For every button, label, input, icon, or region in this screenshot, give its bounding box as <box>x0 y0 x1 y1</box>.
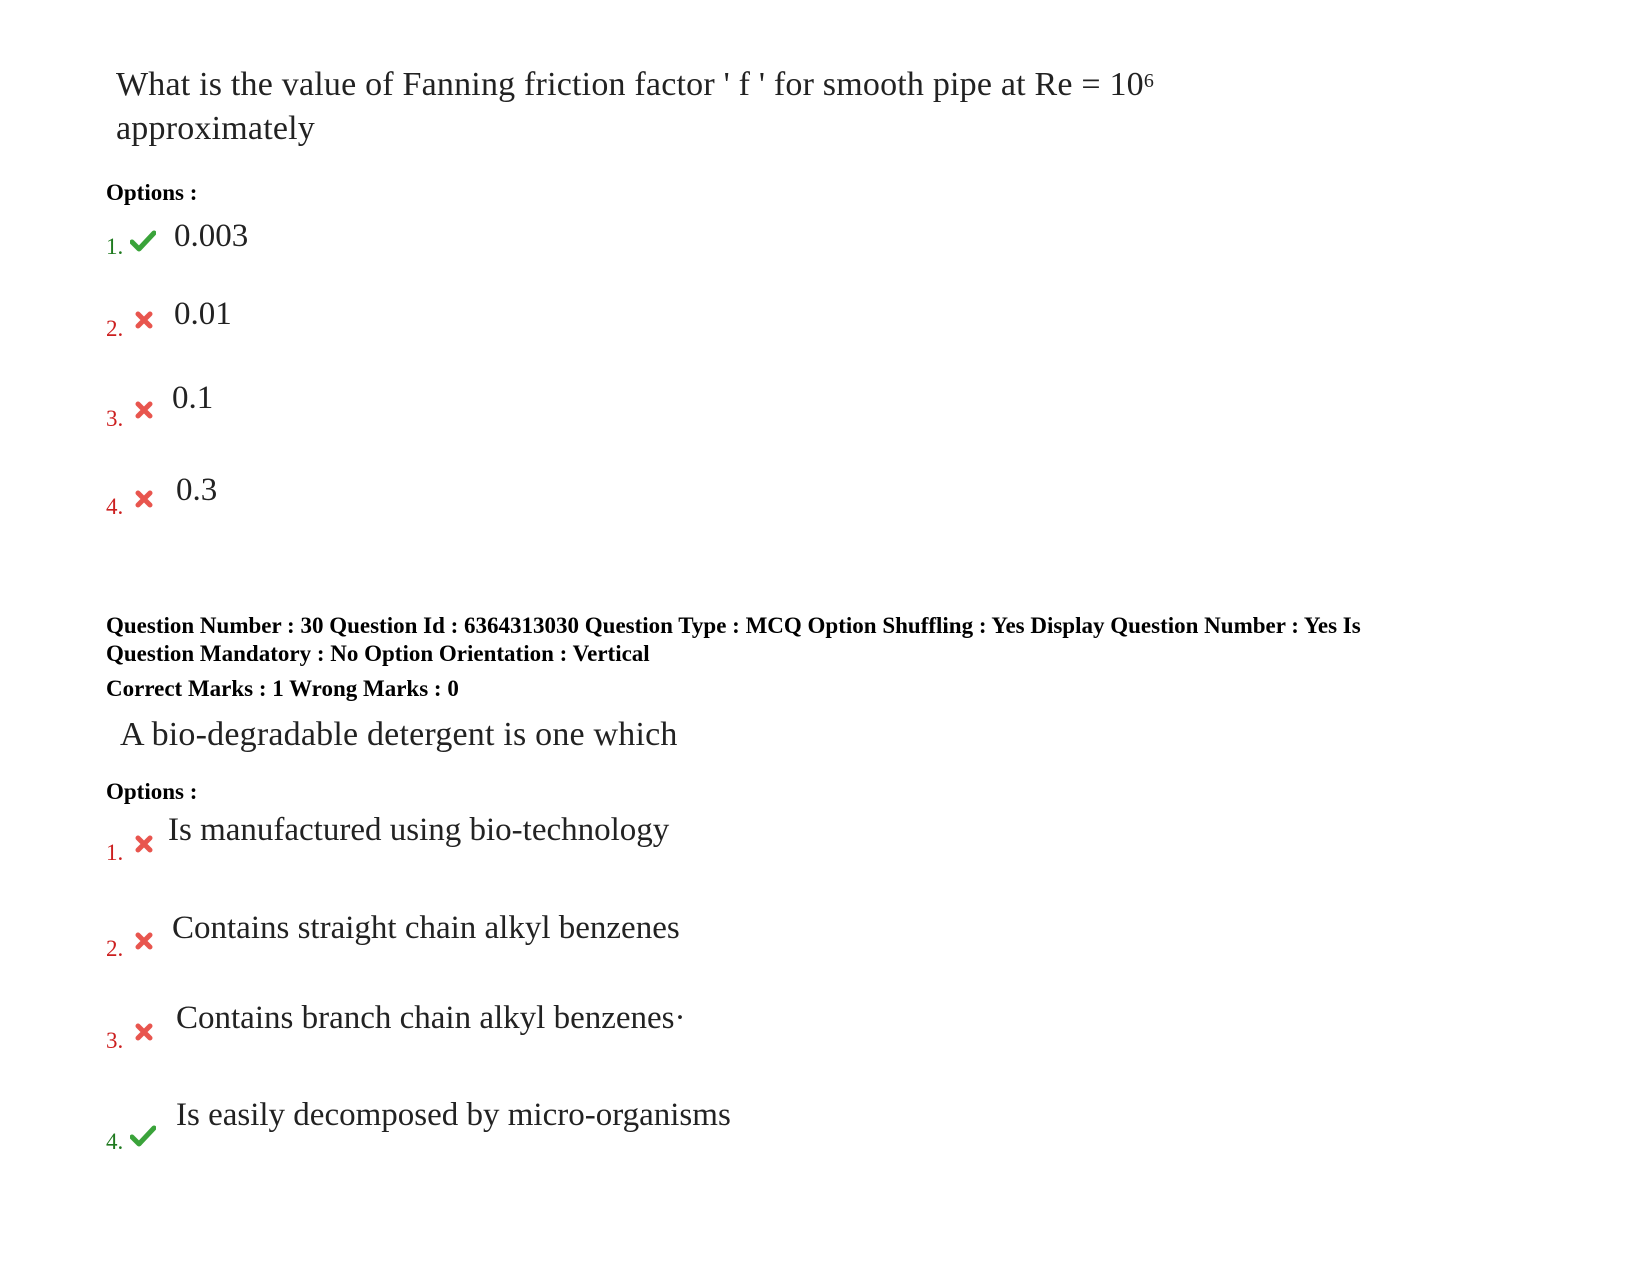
q1-option-3-text: 0.1 <box>172 380 214 416</box>
question-2-text: A bio-degradable detergent is one which <box>120 716 678 753</box>
question-1-exponent: 6 <box>1143 70 1155 92</box>
q1-option-1-text: 0.003 <box>174 218 249 254</box>
q2-option-1-text: Is manufactured using bio-technology <box>168 812 670 848</box>
question-1-line2: approximately <box>116 110 315 147</box>
q1-option-3-number: 3. <box>106 406 124 431</box>
question-2-marks: Correct Marks : 1 Wrong Marks : 0 <box>106 676 459 701</box>
q1-option-2-number: 2. <box>106 316 124 341</box>
q2-option-4-text: Is easily decomposed by micro-organisms <box>176 1097 731 1133</box>
q2-option-3-number: 3. <box>106 1028 124 1053</box>
question-2-meta-line1: Question Number : 30 Question Id : 6364313030 Question Type : MCQ Option Shuffling : Yes Display Question Number : Yes Is <box>106 613 1361 638</box>
q1-option-2-text: 0.01 <box>174 296 232 332</box>
options-label-2: Options : <box>106 779 198 804</box>
check-icon <box>130 1125 156 1147</box>
question-2-meta-line2: Question Mandatory : No Option Orientation : Vertical <box>106 641 650 666</box>
q2-option-4-number: 4. <box>106 1129 124 1154</box>
q2-option-2-text: Contains straight chain alkyl benzenes <box>172 910 680 946</box>
cross-icon <box>132 1022 158 1044</box>
options-label-1: Options : <box>106 180 198 205</box>
q2-option-1-number: 1. <box>106 840 124 865</box>
question-1-text <box>116 62 1154 108</box>
q1-option-1-number: 1. <box>106 234 124 259</box>
cross-icon <box>132 489 158 511</box>
q2-option-2-number: 2. <box>106 936 124 961</box>
check-icon <box>130 230 156 252</box>
question-1-line1: What is the value of Fanning friction factor ' f ' for smooth pipe at Re = 10 <box>116 66 1144 103</box>
cross-icon <box>132 931 158 953</box>
q2-option-3-text: Contains branch chain alkyl benzenes· <box>176 1000 686 1036</box>
q1-option-4-number: 4. <box>106 494 124 519</box>
cross-icon <box>132 834 158 856</box>
cross-icon <box>132 310 158 332</box>
cross-icon <box>132 400 158 422</box>
q1-option-4-text: 0.3 <box>176 472 218 508</box>
